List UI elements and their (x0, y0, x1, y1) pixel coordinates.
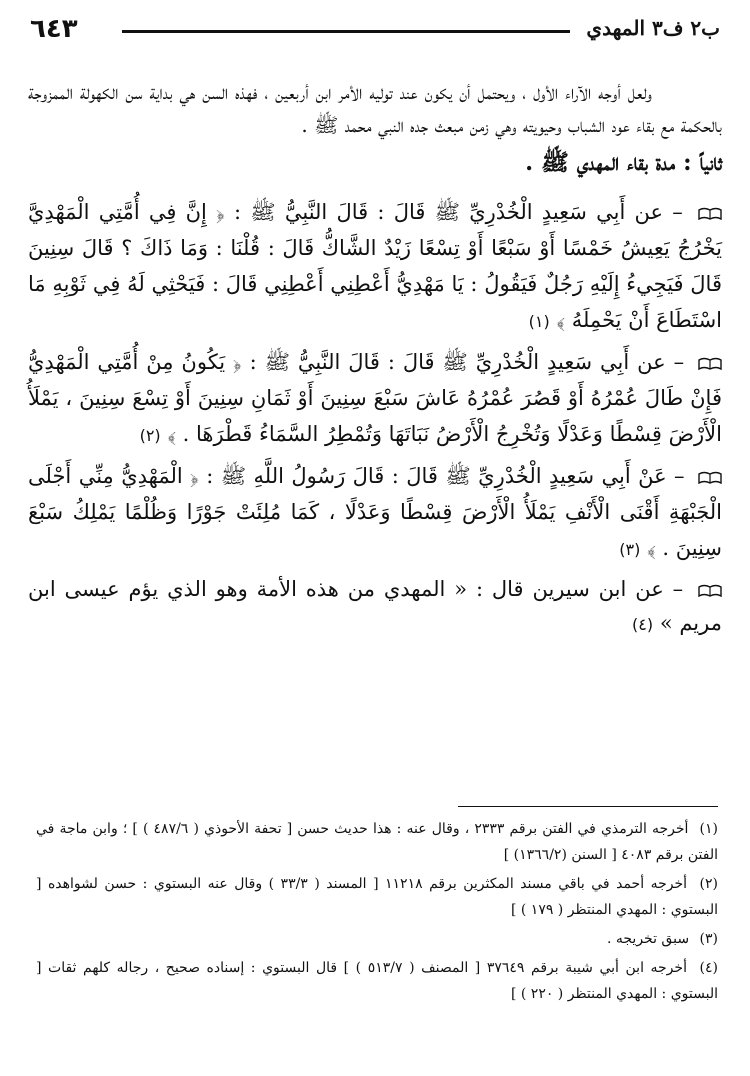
open-book-icon (698, 207, 722, 220)
footnote-separator (458, 806, 718, 807)
open-book-icon (698, 584, 722, 597)
hadith-4 (28, 572, 722, 642)
hadith-3 (28, 458, 722, 568)
chapter-label: ب٢ ف٣ المهدي (586, 16, 720, 40)
footnote-text: أخرجه أحمد في باقي مسند المكثرين برقم ١١٢١٨ [ المسند ( ٣٣/٣ ) وقال عنه البستوي : حسن لشواهده [ البستوي : المهدي المنتظر ( ١٧٩ ) ] (36, 876, 718, 918)
hadith-text: – عن ابن سيرين قال : « المهدي من هذه الأمة وهو الذي يؤم عيسى ابن مريم » (28, 577, 722, 635)
footnote-text: أخرجه ابن أبي شيبة برقم ٣٧٦٤٩ [ المصنف ( ٥١٣/٧ ) ] قال البستوي : إسناده صحيح ، رجاله كلهم ثقات [ البستوي : المهدي المنتظر ( ٢٢٠ ) ] (36, 960, 718, 1002)
footnote-2 (36, 871, 718, 923)
hadith-1 (28, 194, 722, 340)
intro-paragraph: ولعل أوجه الآراء الأول ، ويحتمل أن يكون عند توليه الأمر ابن أربعين ، فهذه السن هي بداية سن الكهولة الممزوجة بالحكمة مع بقاء عود الشباب وحيويته وهي زمن مبعث جده النبي محمد ﷺ . (28, 80, 722, 137)
footnote-number: (٤) (699, 960, 719, 976)
footnote-number: (٣) (699, 931, 718, 947)
footnote-3 (36, 926, 718, 952)
hadith-text: – عَنْ أَبِي سَعِيدٍ الْخُدْرِيِّ ﷺ قَالَ : قَالَ رَسُولُ اللَّهِ ﷺ : ﴿ الْمَهْدِيُّ مِنِّي أَجْلَى الْجَبْهَةِ أَقْنَى الْأَنْفِ يَمْلَأُ الْأَرْضَ قِسْطًا وَعَدْلًا ، كَمَا مُلِئَتْ جَوْرًا وَظُلْمًا يَمْلِكُ سَبْعَ سِنِينَ . ﴾ (28, 464, 722, 560)
footnote-1 (36, 816, 718, 868)
footnote-ref: (٢) (139, 426, 161, 445)
footnote-number: (١) (699, 821, 718, 837)
page-number: ٦٤٣ (30, 14, 78, 44)
hadith-text: – عن أَبِي سَعِيدٍ الْخُدْرِيِّ ﷺ قَالَ : قَالَ النَّبِيُّ ﷺ : ﴿ يَكُونُ مِنْ أُمَّتِي الْمَهْدِيُّ فَإِنْ طَالَ عُمْرُهُ أَوْ قَصُرَ عُمْرُهُ عَاشَ سَبْعَ سِنِينَ أَوْ ثَمَانِ سِنِينَ أَوْ تِسْعَ سِنِينَ ، يَمْلَأُ الْأَرْضَ قِسْطًا وَعَدْلًا وَتُخْرِجُ الْأَرْضُ نَبَاتَهَا وَتُمْطِرُ السَّمَاءُ قَطْرَهَا . ﴾ (28, 350, 722, 446)
hadith-text: – عن أَبِي سَعِيدٍ الْخُدْرِيِّ ﷺ قَالَ : قَالَ النَّبِيُّ ﷺ : ﴿ إِنَّ فِي أُمَّتِي الْمَهْدِيَّ يَخْرُجُ يَعِيشُ خَمْسًا أَوْ سَبْعًا أَوْ تِسْعًا زَيْدٌ الشَّاكُّ قَالَ : قُلْنَا : وَمَا ذَاكَ ؟ قَالَ سِنِينَ قَالَ فَيَجِيءُ إِلَيْهِ رَجُلٌ فَيَقُولُ : يَا مَهْدِيُّ أَعْطِنِي أَعْطِنِي قَالَ : فَيَحْثِي لَهُ فِي ثَوْبِهِ مَا اسْتَطَاعَ أَنْ يَحْمِلَهُ ﴾ (28, 200, 722, 332)
header-rule (122, 30, 570, 33)
footnote-4 (36, 955, 718, 1007)
main-text (28, 76, 722, 646)
footnote-text: سبق تخريجه . (606, 931, 690, 947)
footnote-ref: (١) (528, 312, 550, 331)
open-book-icon (698, 357, 722, 370)
footnotes (36, 816, 718, 1010)
page-header (30, 14, 720, 50)
footnote-text: أخرجه الترمذي في الفتن برقم ٢٣٣٣ ، وقال عنه : هذا حديث حسن [ تحفة الأحوذي ( ٤٨٧/٦ ) ] ؛ وابن ماجة في الفتن برقم ٤٠٨٣ [ السنن (١٣٦٦/٢) ] (36, 821, 718, 863)
footnote-ref: (٣) (619, 540, 641, 559)
open-book-icon (698, 471, 722, 484)
section-title: ثانياً : مدة بقاء المهدي ﷺ . (525, 149, 722, 176)
hadith-2 (28, 344, 722, 454)
footnote-ref: (٤) (632, 615, 654, 634)
footnote-number: (٢) (699, 876, 718, 892)
